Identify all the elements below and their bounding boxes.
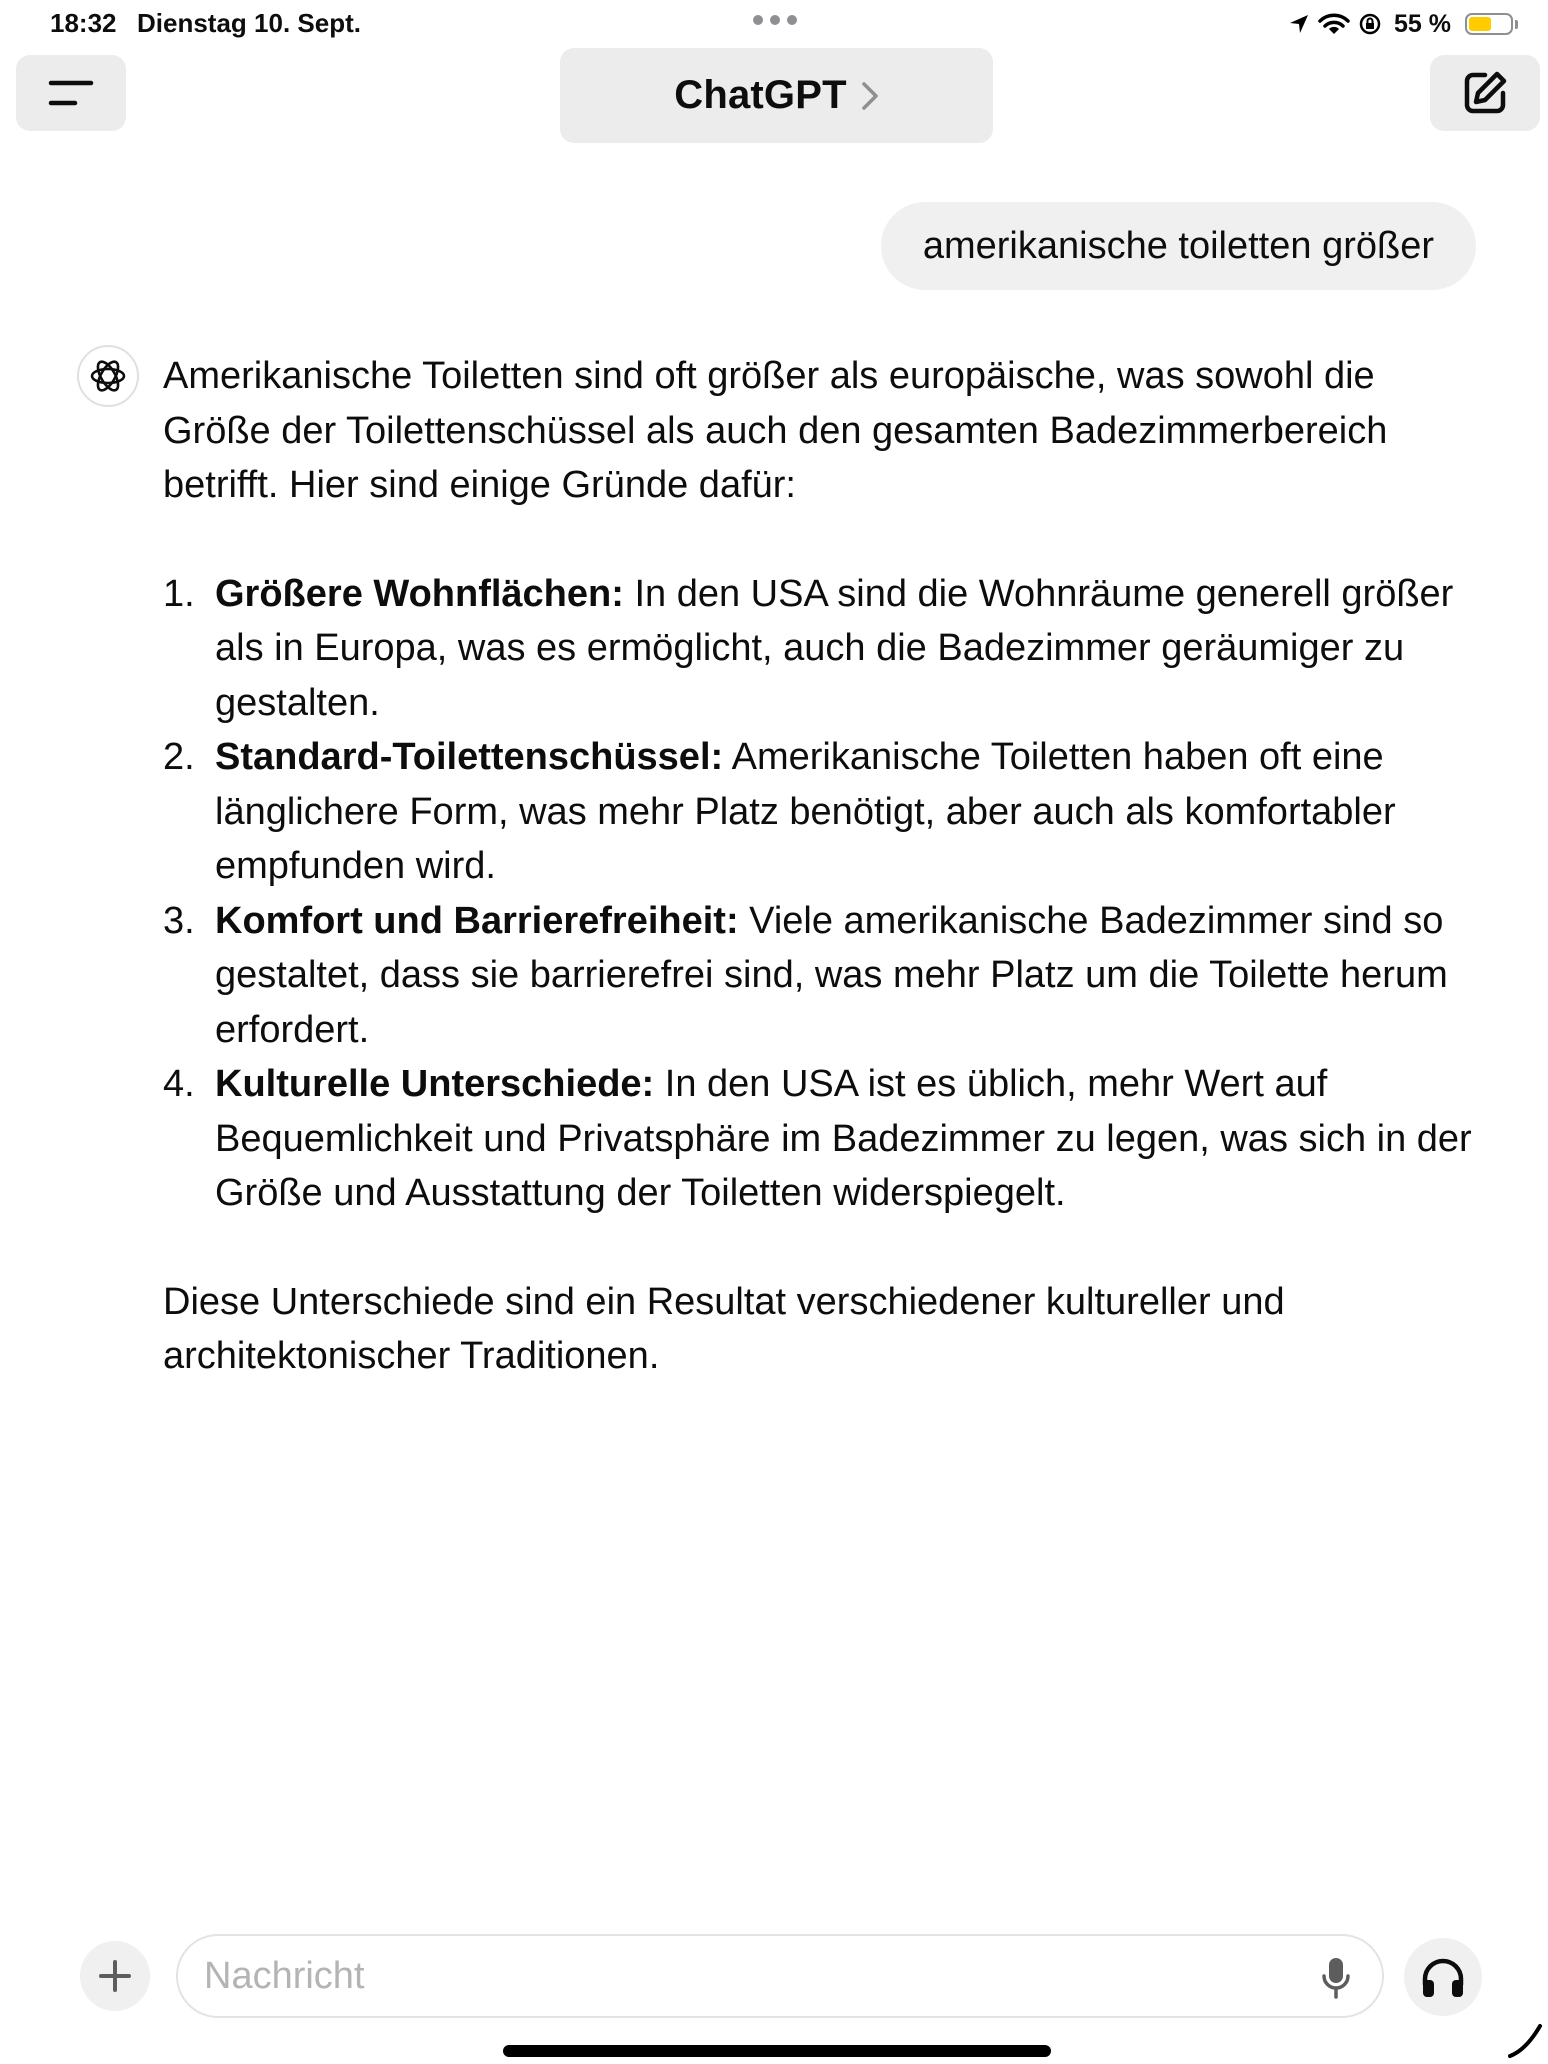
list-item (163, 730, 1483, 894)
list-item-title: Kulturelle Unterschiede: (215, 1063, 655, 1105)
assistant-conclusion: Diese Unterschiede sind ein Resultat verschiedener kultureller und architektonischer Traditionen. (163, 1280, 1285, 1377)
pencil-scribble-icon[interactable] (1506, 2020, 1546, 2060)
location-arrow-icon (1288, 13, 1310, 35)
wifi-icon (1318, 12, 1350, 36)
assistant-intro: Amerikanische Toiletten sind oft größer als europäische, was sowohl die Größe der Toilettenschüssel als auch den gesamten Badezimmerbereich betrifft. Hier sind einige Gründe dafür: (163, 355, 1388, 506)
status-indicators (1288, 8, 1518, 40)
list-item-title: Größere Wohnflächen: (215, 572, 624, 615)
list-item-text: Amerikanische Toiletten haben oft eine länglichere Form, was mehr Platz benötigt, aber auch als komfortabler empfunden wird. (215, 736, 1396, 887)
list-number: 1. (163, 572, 195, 615)
battery-cap (1515, 20, 1518, 29)
dictation-button[interactable] (1316, 1956, 1356, 2000)
list-item (163, 1057, 1483, 1221)
openai-logo-icon (88, 356, 128, 396)
list-item-title: Standard-Toilettenschüssel: (215, 736, 724, 778)
sidebar-toggle-icon (47, 75, 95, 111)
model-name: ChatGPT (674, 73, 847, 117)
answer-list (163, 567, 1483, 1221)
assistant-avatar (77, 345, 139, 407)
model-selector-button[interactable] (560, 48, 993, 143)
list-number: 3. (163, 899, 195, 942)
status-time: 18:32 (50, 8, 117, 38)
user-message-bubble (881, 202, 1476, 290)
plus-icon (98, 1959, 132, 1993)
list-number: 2. (163, 736, 195, 778)
chevron-right-icon (861, 81, 879, 111)
list-number: 4. (163, 1063, 195, 1105)
battery-fill (1469, 17, 1491, 31)
message-composer (176, 1934, 1384, 2018)
list-item (163, 894, 1483, 1058)
list-item-text: Viele amerikanische Badezimmer sind so gestaltet, dass sie barrierefrei sind, was mehr Platz um die Toilette herum erfordert. (215, 899, 1448, 1051)
multitasking-dots-icon[interactable] (752, 14, 798, 26)
list-item-text: In den USA sind die Wohnräume generell größer als in Europa, was es ermöglicht, auch die Badezimmer geräumiger zu gestalten. (215, 572, 1454, 724)
sidebar-toggle-button[interactable] (16, 55, 126, 131)
list-item (163, 567, 1483, 731)
microphone-icon (1320, 1956, 1352, 2000)
home-indicator[interactable] (503, 2045, 1051, 2057)
compose-icon (1461, 69, 1509, 117)
message-input[interactable] (204, 1936, 1284, 2016)
list-item-title: Komfort und Barrierefreiheit: (215, 899, 739, 942)
attach-button[interactable] (80, 1941, 150, 2011)
voice-mode-button[interactable] (1404, 1938, 1482, 2016)
headphones-icon (1419, 1955, 1467, 1999)
status-date: Dienstag 10. Sept. (137, 8, 361, 38)
user-message-text: amerikanische toiletten größer (922, 224, 1434, 267)
battery-icon (1465, 13, 1513, 35)
new-chat-button[interactable] (1430, 55, 1540, 131)
assistant-message (163, 349, 1483, 1384)
battery-percent: 55 % (1394, 9, 1451, 38)
rotation-lock-icon (1358, 12, 1382, 36)
status-bar (0, 0, 1548, 48)
list-item-text: In den USA ist es üblich, mehr Wert auf Bequemlichkeit und Privatsphäre im Badezimmer zu legen, was sich in der Größe und Ausstattung der Toiletten widerspiegelt. (215, 1063, 1472, 1214)
